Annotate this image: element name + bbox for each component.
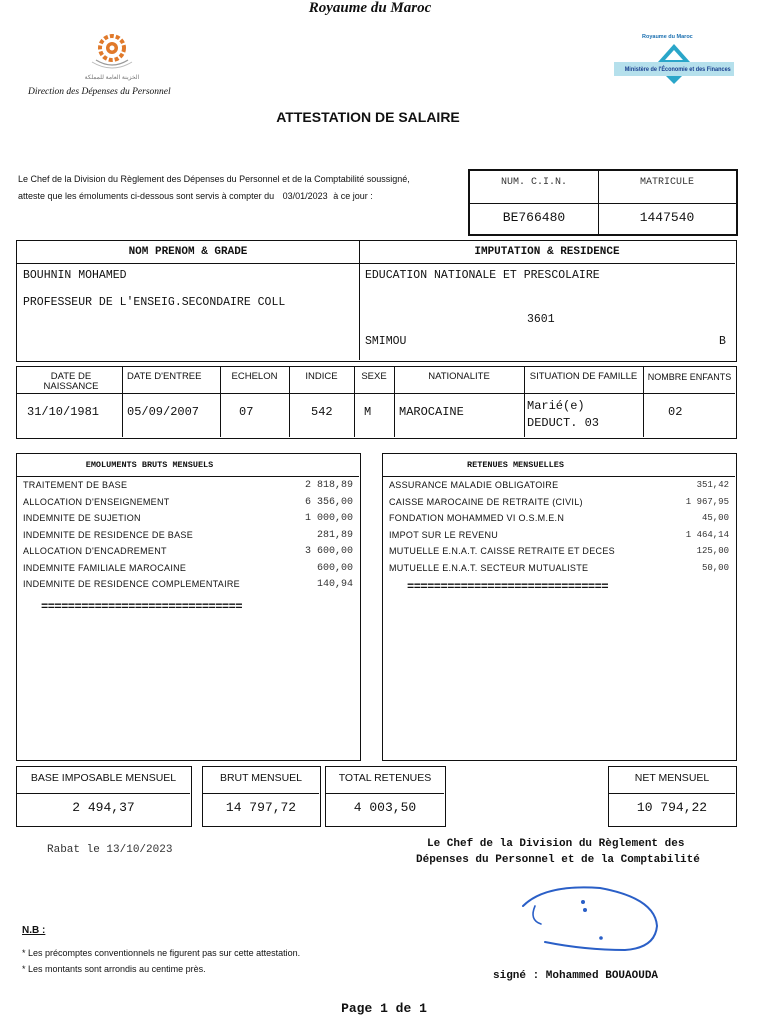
residence-code: 3601 (527, 313, 555, 326)
list-item: INDEMNITE DE RESIDENCE DE BASE 281,89 (23, 529, 353, 541)
list-item: INDEMNITE DE SUJETION 1 000,00 (23, 513, 353, 524)
list-item: ALLOCATION D'ENCADREMENT 3 600,00 (23, 546, 353, 557)
intro-text-end: à ce jour : (333, 191, 373, 201)
sexe-header: SEXE (361, 371, 387, 382)
employee-name: BOUHNIN MOHAMED (23, 269, 127, 282)
nationalite-header: NATIONALITE (428, 371, 490, 382)
intro-line-1: Le Chef de la Division du Règlement des Dépenses du Personnel et de la Comptabilité soussigné, (18, 174, 410, 184)
matricule-value: 1447540 (639, 210, 695, 225)
page-title: ATTESTATION DE SALAIRE (276, 109, 460, 125)
echelon-value: 07 (239, 405, 254, 419)
brut-mensuel-box (202, 766, 321, 827)
kingdom-title: Royaume du Maroc (308, 0, 432, 16)
imputation-header: IMPUTATION & RESIDENCE (474, 246, 620, 258)
nb-note-1: * Les précomptes conventionnels ne figurent pas sur cette attestation. (22, 948, 301, 958)
residence-suffix: B (719, 335, 726, 348)
ministry-logo (612, 34, 736, 86)
situation-header: SITUATION DE FAMILLE (529, 371, 638, 382)
emoluments-title: EMOLUMENTS BRUTS MENSUELS (85, 460, 214, 470)
nationalite-value: MAROCAINE (399, 405, 464, 419)
list-item: FONDATION MOHAMMED VI O.S.M.E.N 45,00 (389, 513, 729, 524)
brut-mensuel-label: BRUT MENSUEL (219, 772, 303, 784)
id-box (468, 169, 738, 236)
entry-date-header: DATE D'ENTREE (127, 371, 202, 382)
signature (505, 876, 665, 956)
ministry-name: Ministère de l'Économie et des Finances (624, 66, 731, 73)
total-retenues-box (325, 766, 446, 827)
emoluments-separator: ============================== (41, 600, 243, 614)
emoluments-box (16, 453, 361, 761)
ministry-top-label: Royaume du Maroc (642, 34, 693, 40)
cin-value: BE766480 (502, 210, 566, 225)
entry-date-value: 05/09/2007 (127, 405, 200, 419)
net-mensuel-box (608, 766, 737, 827)
imputation-value: EDUCATION NATIONALE ET PRESCOLAIRE (365, 269, 600, 282)
intro-date: 03/01/2023 (282, 191, 328, 201)
name-grade-header: NOM PRENOM & GRADE (128, 246, 248, 258)
net-mensuel-label: NET MENSUEL (634, 772, 710, 784)
ministry-emblem-icon (612, 34, 736, 86)
intro-line-2 (18, 191, 373, 201)
brut-mensuel-value: 14 797,72 (225, 800, 297, 815)
echelon-header: ECHELON (231, 371, 278, 382)
total-retenues-value: 4 003,50 (353, 800, 417, 815)
cin-label: NUM. C.I.N. (500, 177, 567, 188)
retenues-title: RETENUES MENSUELLES (467, 460, 564, 470)
treasury-caption: الخزينة العامة للمملكة (84, 75, 140, 81)
identity-box (16, 240, 737, 362)
page-number: Page 1 de 1 (341, 1001, 427, 1016)
list-item: MUTUELLE E.N.A.T. SECTEUR MUTUALISTE 50,00 (389, 562, 729, 574)
signed-by: signé : Mohammed BOUAOUDA (493, 970, 659, 982)
retenues-box (382, 453, 737, 761)
list-item: TRAITEMENT DE BASE 2 818,89 (23, 480, 353, 491)
list-item: INDEMNITE FAMILIALE MAROCAINE 600,00 (23, 562, 353, 574)
indice-value: 542 (311, 405, 333, 419)
retenues-separator: ============================== (407, 580, 609, 594)
base-imposable-label: BASE IMPOSABLE MENSUEL (30, 772, 177, 784)
list-item: MUTUELLE E.N.A.T. CAISSE RETRAITE ET DECES 125,00 (389, 546, 729, 557)
birth-date-value: 31/10/1981 (27, 405, 100, 419)
intro-text: atteste que les émoluments ci-dessous sont servis à compter du (18, 191, 275, 201)
birth-date-header: DATE DE NAISSANCE (43, 371, 99, 392)
nb-title: N.B : (22, 925, 46, 936)
nb-note-2: * Les montants sont arrondis au centime près. (22, 964, 206, 974)
place-date: Rabat le 13/10/2023 (47, 844, 173, 856)
signer-title-1: Le Chef de la Division du Règlement des (427, 838, 685, 850)
list-item: IMPOT SUR LE REVENU 1 464,14 (389, 529, 729, 541)
base-imposable-value: 2 494,37 (72, 800, 135, 815)
residence-name: SMIMOU (365, 335, 407, 348)
details-table (16, 366, 737, 439)
employee-grade: PROFESSEUR DE L'ENSEIG.SECONDAIRE COLL (23, 296, 286, 309)
indice-header: INDICE (305, 371, 338, 382)
situation-value: Marié(e) (527, 399, 585, 413)
total-retenues-label: TOTAL RETENUES (338, 772, 432, 784)
sexe-value: M (364, 405, 372, 419)
list-item: CAISSE MAROCAINE DE RETRAITE (CIVIL) 1 967,95 (389, 496, 729, 508)
net-mensuel-value: 10 794,22 (636, 800, 708, 815)
signature-icon (505, 876, 665, 956)
list-item: INDEMNITE DE RESIDENCE COMPLEMENTAIRE 140,94 (23, 579, 353, 590)
signer-title-2: Dépenses du Personnel et de la Comptabilité (416, 854, 700, 866)
base-imposable-box (16, 766, 192, 827)
enfants-header: NOMBRE ENFANTS (647, 372, 732, 382)
deduct-value: DEDUCT. 03 (527, 416, 600, 430)
enfants-value: 02 (668, 405, 683, 419)
list-item: ALLOCATION D'ENSEIGNEMENT 6 356,00 (23, 496, 353, 508)
list-item: ASSURANCE MALADIE OBLIGATOIRE 351,42 (389, 480, 729, 491)
direction-label: Direction des Dépenses du Personnel (28, 87, 171, 97)
matricule-label: MATRICULE (639, 177, 694, 188)
